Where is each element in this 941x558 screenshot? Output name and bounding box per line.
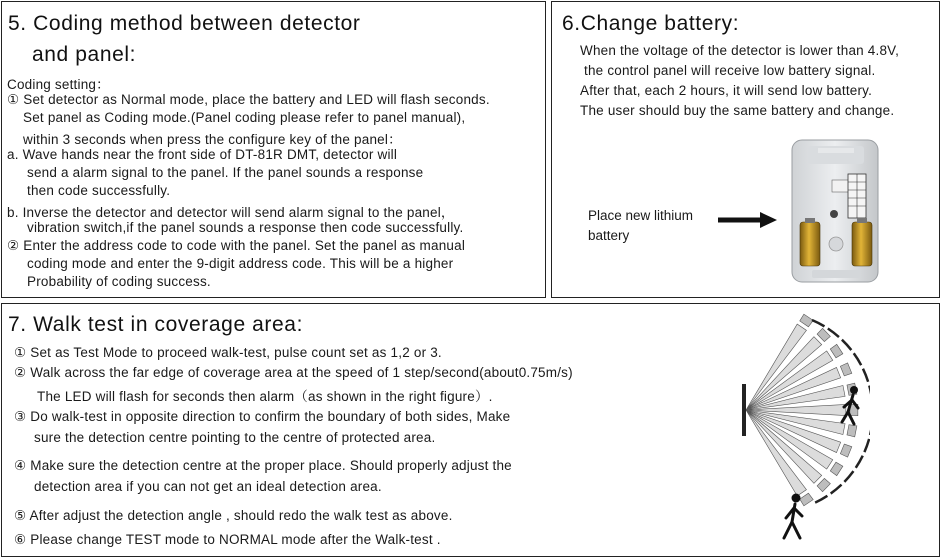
section7-line: ④ Make sure the detection centre at the proper place. Should properly adjust the bbox=[14, 458, 512, 473]
detection-beam-tip bbox=[847, 425, 857, 437]
arrow-right-icon bbox=[718, 211, 778, 229]
section6-line: When the voltage of the detector is lower than 4.8V, bbox=[580, 43, 900, 58]
section6-line: The user should buy the same battery and change. bbox=[580, 103, 895, 118]
section7-line: detection area if you can not get an ideal detection area. bbox=[34, 479, 382, 494]
section5-title-line2: and panel: bbox=[32, 43, 137, 66]
battery-caption-line2: battery bbox=[588, 228, 630, 243]
detection-beam-tip bbox=[800, 314, 813, 327]
detector-battery-illustration bbox=[788, 136, 884, 286]
detector-mount bbox=[742, 384, 746, 436]
section5-line: Probability of coding success. bbox=[27, 274, 211, 289]
section5-line: Set panel as Coding mode.(Panel coding please refer to panel manual), bbox=[23, 110, 466, 125]
detection-beam-tip bbox=[817, 478, 830, 491]
detection-zones bbox=[746, 314, 858, 506]
detection-beam-tip bbox=[830, 462, 843, 475]
section5-line: Coding setting： bbox=[7, 77, 110, 92]
section5-line: send a alarm signal to the panel. If the panel sounds a response bbox=[27, 165, 424, 180]
section7-line: ⑥ Please change TEST mode to NORMAL mode after the Walk-test . bbox=[14, 532, 441, 547]
section6-title: 6.Change battery: bbox=[562, 12, 740, 35]
section7-line: ⑤ After adjust the detection angle , should redo the walk test as above. bbox=[14, 508, 453, 523]
section5-line: within 3 seconds when press the configure key of the panel： bbox=[23, 132, 402, 147]
section5-line: vibration switch,if the panel sounds a response then code successfully. bbox=[27, 220, 464, 235]
section7-title: 7. Walk test in coverage area: bbox=[8, 313, 304, 336]
section5-line: then code successfully. bbox=[27, 183, 171, 198]
section7-line: sure the detection centre pointing to the centre of protected area. bbox=[34, 430, 436, 445]
section6-line: After that, each 2 hours, it will send low battery. bbox=[580, 83, 873, 98]
section7-line: The LED will flash for seconds then alarm（as shown in the right figure）. bbox=[37, 389, 493, 404]
section7-line: ③ Do walk-test in opposite direction to confirm the boundary of both sides, Make bbox=[14, 409, 511, 424]
walking-person-icon bbox=[784, 494, 802, 539]
section7-line: ① Set as Test Mode to proceed walk-test, pulse count set as 1,2 or 3. bbox=[14, 345, 442, 360]
section5-title-line1: 5. Coding method between detector bbox=[8, 12, 361, 35]
section6-line: the control panel will receive low battery signal. bbox=[584, 63, 876, 78]
section5-line: a. Wave hands near the front side of DT-81R DMT, detector will bbox=[7, 147, 398, 162]
coverage-fan-diagram bbox=[730, 312, 870, 548]
battery-caption-line1: Place new lithium bbox=[588, 208, 694, 223]
detection-beam-tip bbox=[840, 444, 851, 457]
detection-beam-tip bbox=[830, 344, 843, 357]
detection-beam-tip bbox=[840, 363, 851, 376]
section5-line: ① Set detector as Normal mode, place the battery and LED will flash seconds. bbox=[7, 92, 490, 107]
section5-line: ② Enter the address code to code with the panel. Set the panel as manual bbox=[7, 238, 466, 253]
detection-beam-tip bbox=[800, 493, 813, 506]
section5-line: b. Inverse the detector and detector will send alarm signal to the panel， bbox=[7, 205, 455, 220]
section5-line: coding mode and enter the 9-digit address code. This will be a higher bbox=[27, 256, 454, 271]
section7-line: ② Walk across the far edge of coverage area at the speed of 1 step/second(about0.75m/s) bbox=[14, 365, 573, 380]
